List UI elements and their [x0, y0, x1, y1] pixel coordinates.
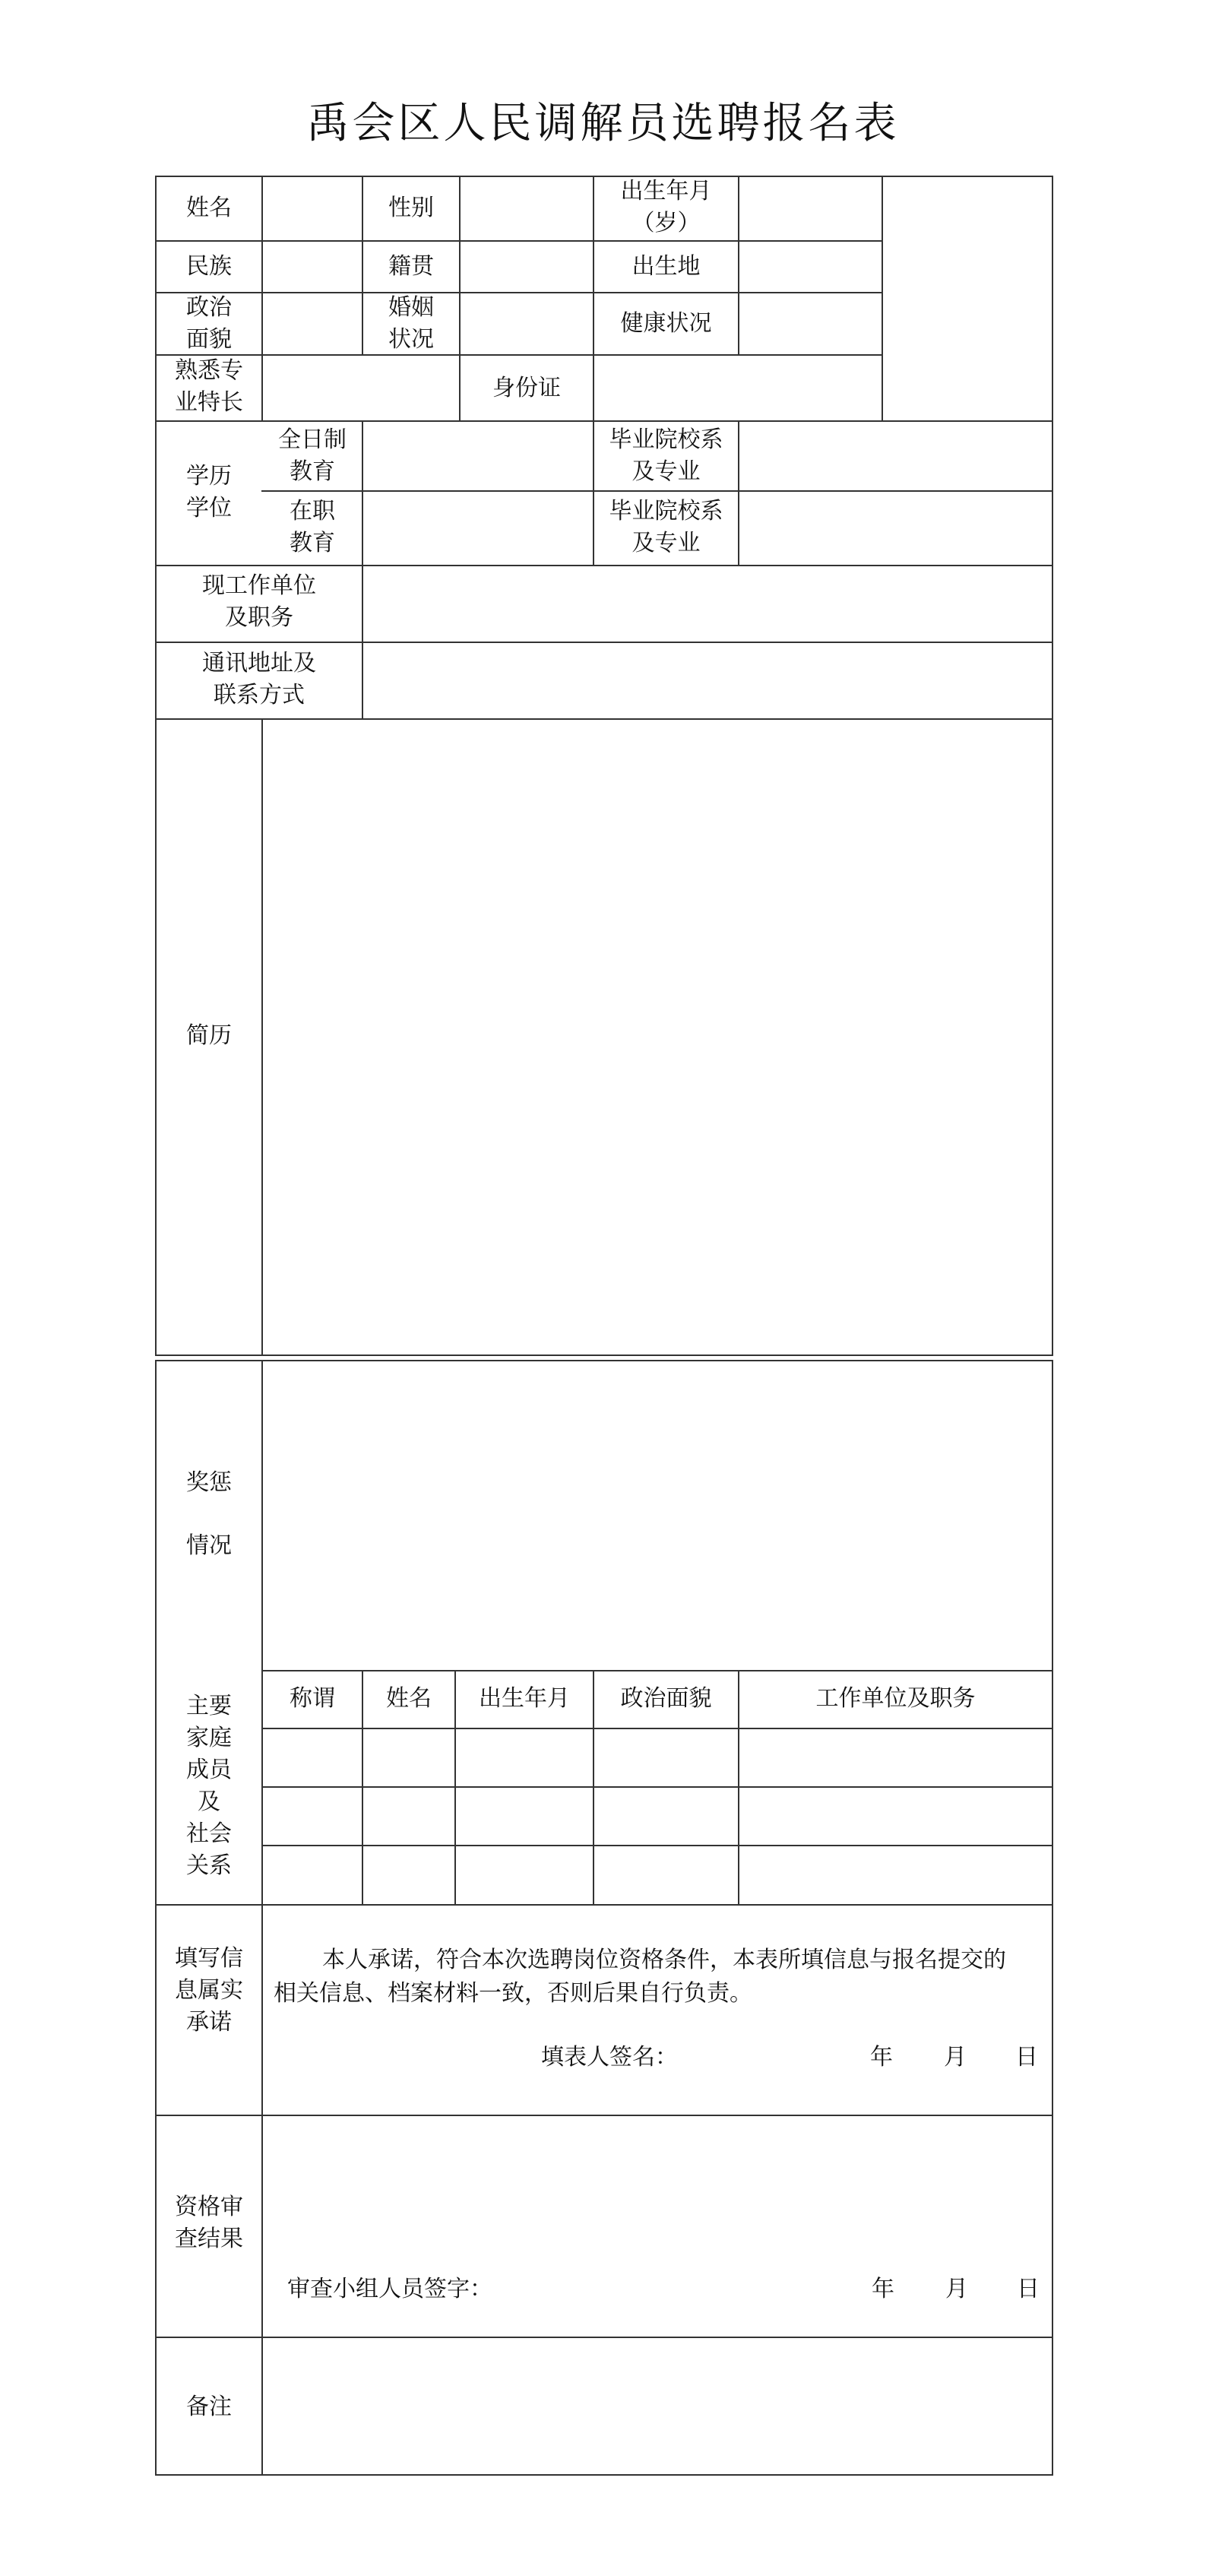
row-line	[155, 354, 883, 356]
ethnicity-field[interactable]	[264, 243, 359, 290]
border-top	[155, 1360, 1053, 1361]
birth-age-label: （岁）	[631, 210, 701, 236]
row-line	[261, 1845, 1053, 1846]
remarks-label: 备注	[186, 2394, 232, 2420]
awards-label: 奖惩	[186, 1469, 232, 1496]
col-line	[362, 565, 363, 718]
fulltime-degree-field[interactable]	[365, 423, 591, 489]
birthplace-field[interactable]	[741, 243, 880, 290]
education-label-2: 学位	[186, 495, 232, 521]
commitment-year: 年	[870, 2044, 893, 2071]
review-month: 月	[945, 2276, 968, 2302]
row-line	[155, 420, 1053, 422]
col-line	[738, 176, 739, 356]
row-line	[155, 292, 883, 293]
contact-label: 通讯地址及	[202, 650, 316, 676]
specialty-label-2: 业特长	[175, 389, 243, 416]
row-line	[261, 1786, 1053, 1788]
family-header-title: 称谓	[290, 1685, 335, 1712]
birth-label: 出生年月	[620, 178, 712, 204]
marital-label-2: 状况	[388, 326, 434, 353]
political-field[interactable]	[264, 295, 359, 353]
name-field[interactable]	[264, 179, 359, 239]
current-work-label-2: 及职务	[225, 604, 293, 631]
row-line	[155, 1904, 1053, 1906]
commitment-signature-label: 填表人签名：	[541, 2044, 678, 2071]
review-label: 资格审	[175, 2194, 243, 2220]
fulltime-school-label-2: 及专业	[631, 458, 701, 485]
col-line	[261, 176, 263, 422]
family-header-birth: 出生年月	[479, 1685, 570, 1712]
fulltime-label: 全日制	[278, 426, 347, 453]
row-line	[261, 490, 1053, 492]
review-signature-label: 审查小组人员签字：	[287, 2276, 492, 2302]
political-label-2: 面貌	[186, 326, 232, 353]
col-line	[261, 718, 263, 1355]
review-label-2: 查结果	[175, 2226, 243, 2252]
commitment-month: 月	[944, 2044, 967, 2071]
row-line	[155, 2337, 1053, 2338]
review-day: 日	[1017, 2276, 1040, 2302]
political-label: 政治	[186, 294, 232, 321]
birthplace-label: 出生地	[631, 253, 701, 280]
family-row[interactable]	[264, 1848, 1050, 1903]
photo-col-line	[882, 176, 883, 422]
family-header-political: 政治面貌	[620, 1685, 712, 1712]
family-label-4: 及	[198, 1789, 220, 1815]
border-bottom	[155, 2474, 1053, 2476]
col-line	[738, 420, 739, 565]
fulltime-school-label: 毕业院校系	[609, 426, 723, 453]
gender-field[interactable]	[462, 179, 591, 239]
birth-field[interactable]	[741, 179, 880, 239]
resume-field[interactable]	[264, 721, 1050, 1353]
parttime-label-2: 教育	[290, 530, 335, 556]
row-line	[155, 565, 1053, 566]
family-label-2: 家庭	[186, 1725, 232, 1751]
resume-label: 简历	[186, 1022, 232, 1049]
fulltime-school-field[interactable]	[741, 423, 1050, 489]
native-place-label: 籍贯	[388, 253, 434, 280]
family-header-name: 姓名	[386, 1685, 432, 1712]
marital-field[interactable]	[462, 295, 591, 353]
border-right	[1052, 176, 1053, 1356]
parttime-label: 在职	[290, 498, 335, 524]
row-line	[261, 1728, 1053, 1729]
family-header-work: 工作单位及职务	[815, 1685, 976, 1712]
awards-field[interactable]	[264, 1363, 1050, 1668]
family-row[interactable]	[264, 1731, 1050, 1785]
page-title: 禹会区人民调解员选聘报名表	[306, 99, 900, 148]
contact-label-2: 联系方式	[214, 682, 305, 708]
commitment-label-3: 承诺	[186, 2009, 232, 2036]
commitment-text-line2: 相关信息、档案材料一致，否则后果自行负责。	[274, 1980, 752, 2007]
row-line	[155, 642, 1053, 643]
name-label: 姓名	[186, 195, 232, 221]
row-line	[261, 1670, 1053, 1671]
parttime-school-label: 毕业院校系	[609, 498, 723, 524]
specialty-field[interactable]	[264, 357, 457, 419]
commitment-text-line1: 本人承诺，符合本次选聘岗位资格条件，本表所填信息与报名提交的	[322, 1947, 1006, 1973]
family-label-3: 成员	[186, 1757, 232, 1783]
family-row[interactable]	[264, 1789, 1050, 1843]
family-label-1: 主要	[186, 1693, 232, 1719]
col-line	[261, 1360, 263, 2476]
awards-label-2: 情况	[186, 1532, 232, 1559]
remarks-field[interactable]	[264, 2340, 1050, 2473]
health-label: 健康状况	[620, 310, 712, 337]
native-place-field[interactable]	[462, 243, 591, 290]
specialty-label: 熟悉专	[175, 357, 243, 384]
id-card-field[interactable]	[596, 357, 880, 419]
parttime-degree-field[interactable]	[365, 493, 591, 563]
contact-field[interactable]	[365, 645, 1050, 717]
gender-label: 性别	[388, 195, 434, 221]
border-left	[155, 1360, 157, 2476]
parttime-school-label-2: 及专业	[631, 530, 701, 556]
row-line	[155, 718, 1053, 720]
commitment-label-2: 息属实	[175, 1977, 243, 2004]
photo-area[interactable]	[885, 179, 1050, 419]
marital-label: 婚姻	[388, 294, 434, 321]
id-card-label: 身份证	[492, 375, 561, 401]
family-label-6: 关系	[186, 1852, 232, 1879]
commitment-day: 日	[1015, 2044, 1038, 2071]
row-line	[155, 240, 883, 242]
col-line	[362, 420, 363, 565]
current-work-label: 现工作单位	[202, 572, 316, 599]
border-bottom	[155, 1355, 1053, 1356]
review-signature-field[interactable]	[494, 2273, 859, 2306]
commitment-signature-field[interactable]	[676, 2041, 866, 2074]
fulltime-label-2: 教育	[290, 458, 335, 485]
education-label: 学历	[186, 463, 232, 490]
review-result-field[interactable]	[264, 2118, 1050, 2270]
commitment-label: 填写信	[175, 1945, 243, 1972]
review-year: 年	[872, 2276, 894, 2302]
ethnicity-label: 民族	[186, 253, 232, 280]
family-label-5: 社会	[186, 1820, 232, 1847]
border-right	[1052, 1360, 1053, 2476]
health-field[interactable]	[741, 295, 880, 353]
current-work-field[interactable]	[365, 568, 1050, 640]
parttime-school-field[interactable]	[741, 493, 1050, 563]
row-line	[155, 2115, 1053, 2116]
